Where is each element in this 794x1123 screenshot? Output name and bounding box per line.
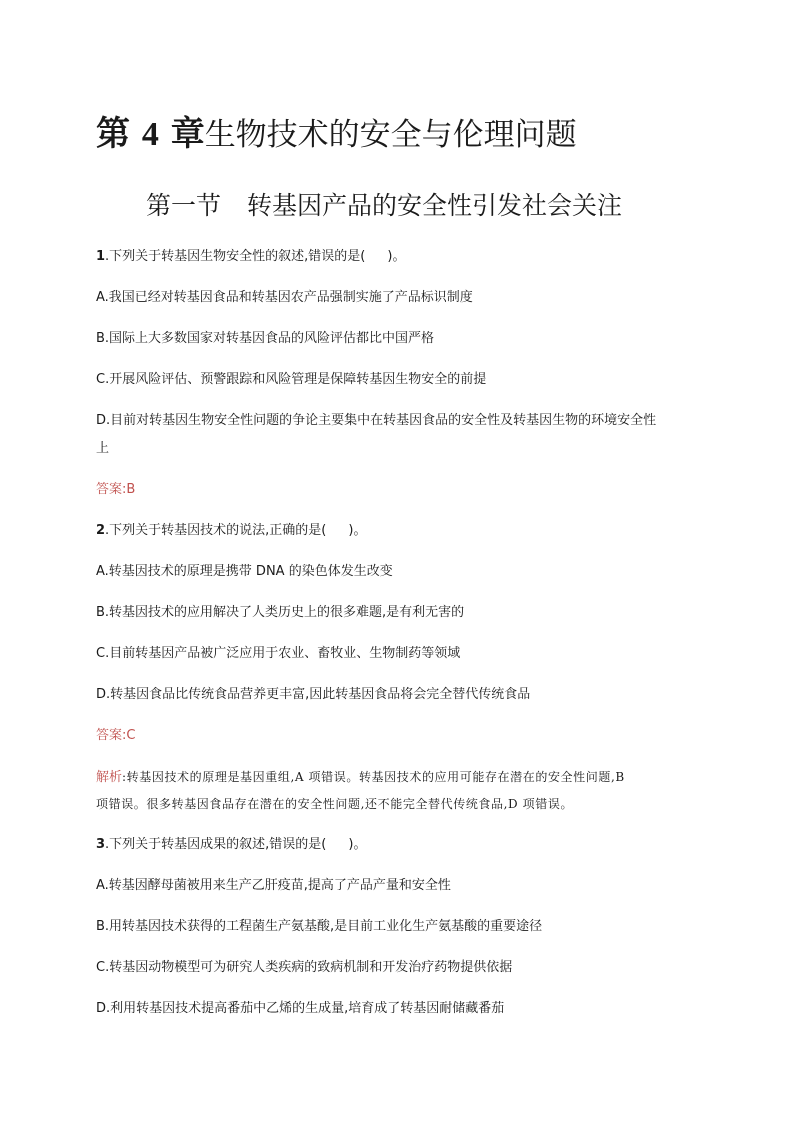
question-stem-end: )。	[387, 249, 406, 264]
question-3-stem	[96, 835, 366, 855]
question-2-explanation-line-1	[96, 767, 625, 788]
chapter-number: 4	[141, 116, 159, 153]
question-3-option-a: A.转基因酵母菌被用来生产乙肝疫苗,提高了产品产量和安全性	[96, 878, 451, 893]
question-1-option-a: A.我国已经对转基因食品和转基因农产品强制实施了产品标识制度	[96, 290, 473, 305]
question-1-option-b: B.国际上大多数国家对转基因食品的风险评估都比中国严格	[96, 331, 435, 346]
chapter-title	[96, 112, 577, 157]
explanation-text: 项错误。很多转基因食品存在潜在的安全性问题,还不能完全替代传统食品,D 项错误。	[96, 797, 574, 811]
question-number: 2	[96, 523, 106, 538]
question-stem-text: .下列关于转基因技术的说法,正确的是(	[105, 523, 327, 538]
explanation-text: :转基因技术的原理是基因重组,A 项错误。转基因技术的应用可能存在潜在的安全性问题,B	[122, 770, 625, 784]
question-2-stem	[96, 521, 366, 541]
chapter-prefix: 第	[96, 114, 130, 154]
question-1-answer	[96, 480, 135, 500]
question-stem-end: )。	[348, 523, 367, 538]
question-stem-text: .下列关于转基因生物安全性的叙述,错误的是(	[105, 249, 366, 264]
question-3-option-d: D.利用转基因技术提高番茄中乙烯的生成量,培育成了转基因耐储藏番茄	[96, 1001, 505, 1016]
section-label: 第一节	[146, 191, 222, 220]
question-2-option-b: B.转基因技术的应用解决了人类历史上的很多难题,是有利无害的	[96, 605, 465, 620]
question-stem-end: )。	[348, 837, 367, 852]
section-title	[146, 188, 622, 224]
question-3-option-b: B.用转基因技术获得的工程菌生产氨基酸,是目前工业化生产氨基酸的重要途径	[96, 919, 543, 934]
question-stem-text: .下列关于转基因成果的叙述,错误的是(	[105, 837, 327, 852]
answer-value: :B	[122, 482, 136, 497]
answer-value: :C	[122, 728, 136, 743]
section-name: 转基因产品的安全性引发社会关注	[247, 191, 623, 220]
question-2-answer	[96, 726, 135, 746]
explanation-label: 解析	[96, 770, 123, 785]
chapter-name: 生物技术的安全与伦理问题	[204, 117, 577, 153]
question-1-option-c: C.开展风险评估、预警跟踪和风险管理是保障转基因生物安全的前提	[96, 372, 487, 387]
question-2-explanation-line-2	[96, 794, 573, 815]
question-2-option-d: D.转基因食品比传统食品营养更丰富,因此转基因食品将会完全替代传统食品	[96, 687, 531, 702]
answer-label: 答案	[96, 482, 123, 497]
question-3-option-c: C.转基因动物模型可为研究人类疾病的致病机制和开发治疗药物提供依据	[96, 960, 513, 975]
question-number: 1	[96, 249, 106, 264]
question-number: 3	[96, 837, 106, 852]
question-1-option-d-cont: 上	[96, 441, 110, 456]
chapter-suffix: 章	[170, 114, 205, 154]
answer-label: 答案	[96, 728, 123, 743]
question-1-stem	[96, 247, 405, 267]
question-2-option-c: C.目前转基因产品被广泛应用于农业、畜牧业、生物制药等领域	[96, 646, 461, 661]
question-1-option-d: D.目前对转基因生物安全性问题的争论主要集中在转基因食品的安全性及转基因生物的环境安全性	[96, 413, 657, 428]
question-2-option-a: A.转基因技术的原理是携带 DNA 的染色体发生改变	[96, 564, 393, 579]
